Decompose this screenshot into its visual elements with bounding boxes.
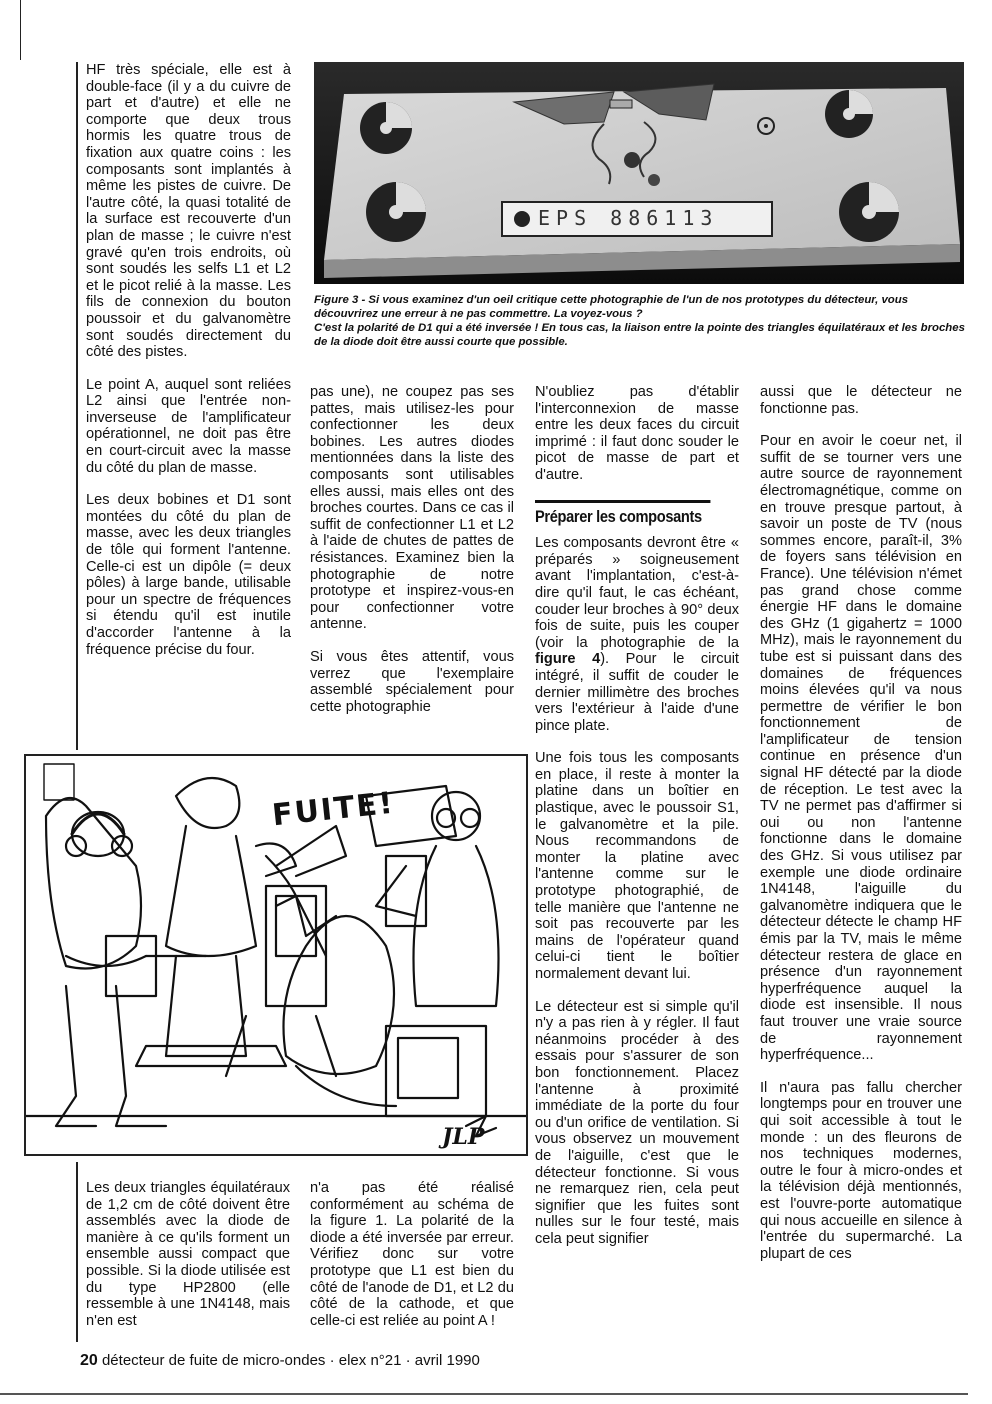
page-footer [80,1352,480,1370]
column-2-bottom [310,1180,514,1329]
paragraph: Le point A, auquel sont reliées L2 ainsi que l'entrée non-inverseuse de l'amplificateur opérationnel, ne doit pas être en court-circuit avec la masse du côté du plan de masse. [86,376,291,476]
paragraph: N'oubliez pas d'établir l'interconnexion de masse entre les deux faces du circuit imprimé : il faut donc souder le picot de masse de part et d'autre. [535,384,739,483]
page-edge-rule [20,0,21,60]
figure-3-photo [314,62,964,284]
pcb-photo-illustration [314,62,964,284]
figure-3-caption [314,293,969,349]
paragraph: Les deux bobines et D1 sont montées du côté du plan de masse, avec les deux triangles de tôle qui forment l'antenne. Celle-ci est un dipôle (= deux pôles) à large bande, utilisable pour un spectre de fréquences si étendu qu'il est inutile d'accorder l'antenne à la fréquence précise du four. [86,492,291,658]
page-number: 20 [80,1352,98,1369]
column-4 [760,384,962,1262]
paragraph: n'a pas été réalisé conformément au schéma de la figure 1. La polarité de la diode a été inversée par erreur. Vérifiez donc sur votre prototype que L1 est bien du côté de l'anode de D1, et L2 du côté de la cathode, et que celle-ci est reliée au point A ! [310,1180,514,1329]
paragraph: Il n'aura pas fallu chercher longtemps pour en trouver une qui soit accessible à tout le monde : un des fleurons de nos techniques modernes, outre le four à micro-ondes et la télévision déjà mentionnés, est l'ouvre-porte automatique qui nous accueille en silence à l'entrée du supermarché. La plupart de ces [760,1079,962,1262]
paragraph: Les deux triangles équilatéraux de 1,2 cm de côté doivent être assemblés avec la diode de manière à ce qu'ils forment un ensemble aussi compact que possible. Si la diode utilisée est du type HP2800 (elle ressemble à une 1N4148, mais n'en est [86,1180,290,1329]
figure-reference: figure 4 [535,651,601,668]
paragraph: Pour en avoir le coeur net, il suffit de se tourner vers une autre source de rayonnement électromagnétique, comme on en trouve presque partout, à savoir un poste de TV (nous sommes encore, paraît-il, 3% de foyers sans télévision en France). Une télévision n'émet pas grand chose comme énergie HF dans le domaine des GHz (1 gigahertz = 1000 MHz), mais le rayonnement du tube est si puissant dans des domaines de fréquences moins élevées qu'il va nous permettre de vérifier le bon fonctionnement de l'amplificateur de tension continue en présence d'un signal HF détecté par la diode de réception. Le test avec la TV ne permet pas d'affirmer si oui ou non l'antenne fonctionne dans le domaine des GHz. Si vous utilisez par exemple une diode ordinaire 1N4148, l'aiguille du galvanomètre indiquera que le détecteur détecte le champ HF émis par la TV, mais le même détecteur restera de glace en présence d'un rayonnement hyperfréquence auquel la diode est insensible. Il nous faut trouver une vraie source de rayonnement hyperfréquence... [760,433,962,1064]
column-3 [535,384,739,1248]
text-run: Les composants devront être « préparés » soigneusement avant l'implantation, c'est-à-dire qu'il faut, le cas échéant, couder leur broches à 90° deux fois de suite, puis les couper (voir la photographie de la [535,535,739,651]
column-rule-bottom [76,1162,78,1342]
cartoon-sign: FUITE! [270,785,397,834]
paragraph: pas une), ne coupez pas ses pattes, mais utilisez-les pour confectionner les deux bobines. Les autres diodes mentionnées dans la liste des composants sont utilisables elles aussi, mais elles ont des broches courtes. Dans ce cas il suffit de confectionner L1 et L2 à l'aide de chutes de pattes de résistances. Examinez bien la photographie de notre prototype et inspirez-vous-en pour confectionner votre antenne. [310,384,514,633]
bottom-rule [0,1393,968,1395]
caption-line-1: Figure 3 - Si vous examinez d'un oeil critique cette photographie de l'un de nos prototypes du détecteur, vous découvrirez une erreur à ne pas commettre. La voyez-vous ? [314,294,909,320]
paragraph [535,535,739,734]
footer-text: détecteur de fuite de micro-ondes · elex n°21 · avril 1990 [101,1352,480,1369]
column-1-top [86,62,291,658]
column-1-bottom [86,1180,290,1329]
column-2-top [310,384,514,715]
board-label: EPS 886113 [538,206,719,230]
paragraph: Une fois tous les composants en place, il reste à monter la platine dans un boîtier en plastique, avec le poussoir S1, le galvanomètre et la pile. Nous recommandons de monter la platine avec l'antenne comme sur le prototype photographié, de telle manière que l'antenne ne soit pas recouverte par les mains de l'opérateur quand celui-ci tient le boîtier normalement devant lui. [535,750,739,982]
column-rule-top [76,62,78,750]
caption-line-2: C'est la polarité de D1 qui a été inversée ! En tous cas, la liaison entre la pointe des triangles équilatéraux et les broches de la diode doit être aussi courte que possible. [314,322,965,348]
paragraph: Le détecteur est si simple qu'il n'y a pas rien à y régler. Il faut néanmoins procéder à des essais pour s'assurer de son bon fonctionnement. Placez l'antenne à proximité immédiate de la porte du four ou d'un orifice de ventilation. Si vous observez un mouvement de l'aiguille, c'est que le détecteur fonctionne. Si vous ne remarquez rien, cela peut signifier que les fuites sont nulles sur le four testé, mais cela peut signifier [535,998,739,1247]
paragraph: HF très spéciale, elle est à double-face (il y a du cuivre de part et d'autre) et elle ne comporte que deux trous hormis les quatre trous de fixation aux quatre coins : les composants sont implantés à même les pistes de cuivre. De l'autre côté, la quasi totalité de la surface est recouverte d'un plan de masse ; le cuivre n'est gravé qu'en trois endroits, où sont soudés les selfs L1 et L2 et le picot relié à la masse. Les fils de connexion du bouton poussoir et du galvanomètre sont soudés directement du côté des pistes. [86,62,291,361]
paragraph: aussi que le détecteur ne fonctionne pas. [760,384,962,417]
paragraph: Si vous êtes attentif, vous verrez que l'exemplaire assemblé spécialement pour cette photographie [310,648,514,715]
text-run: ). Pour le circuit intégré, il suffit de couder le dernier millimètre des broches vers l'extérieur à l'aide d'une pince plate. [535,651,739,734]
cartoon-signature: JLP [442,1124,485,1150]
section-heading: Préparer les composants [535,500,710,526]
cartoon-illustration [24,754,528,1156]
